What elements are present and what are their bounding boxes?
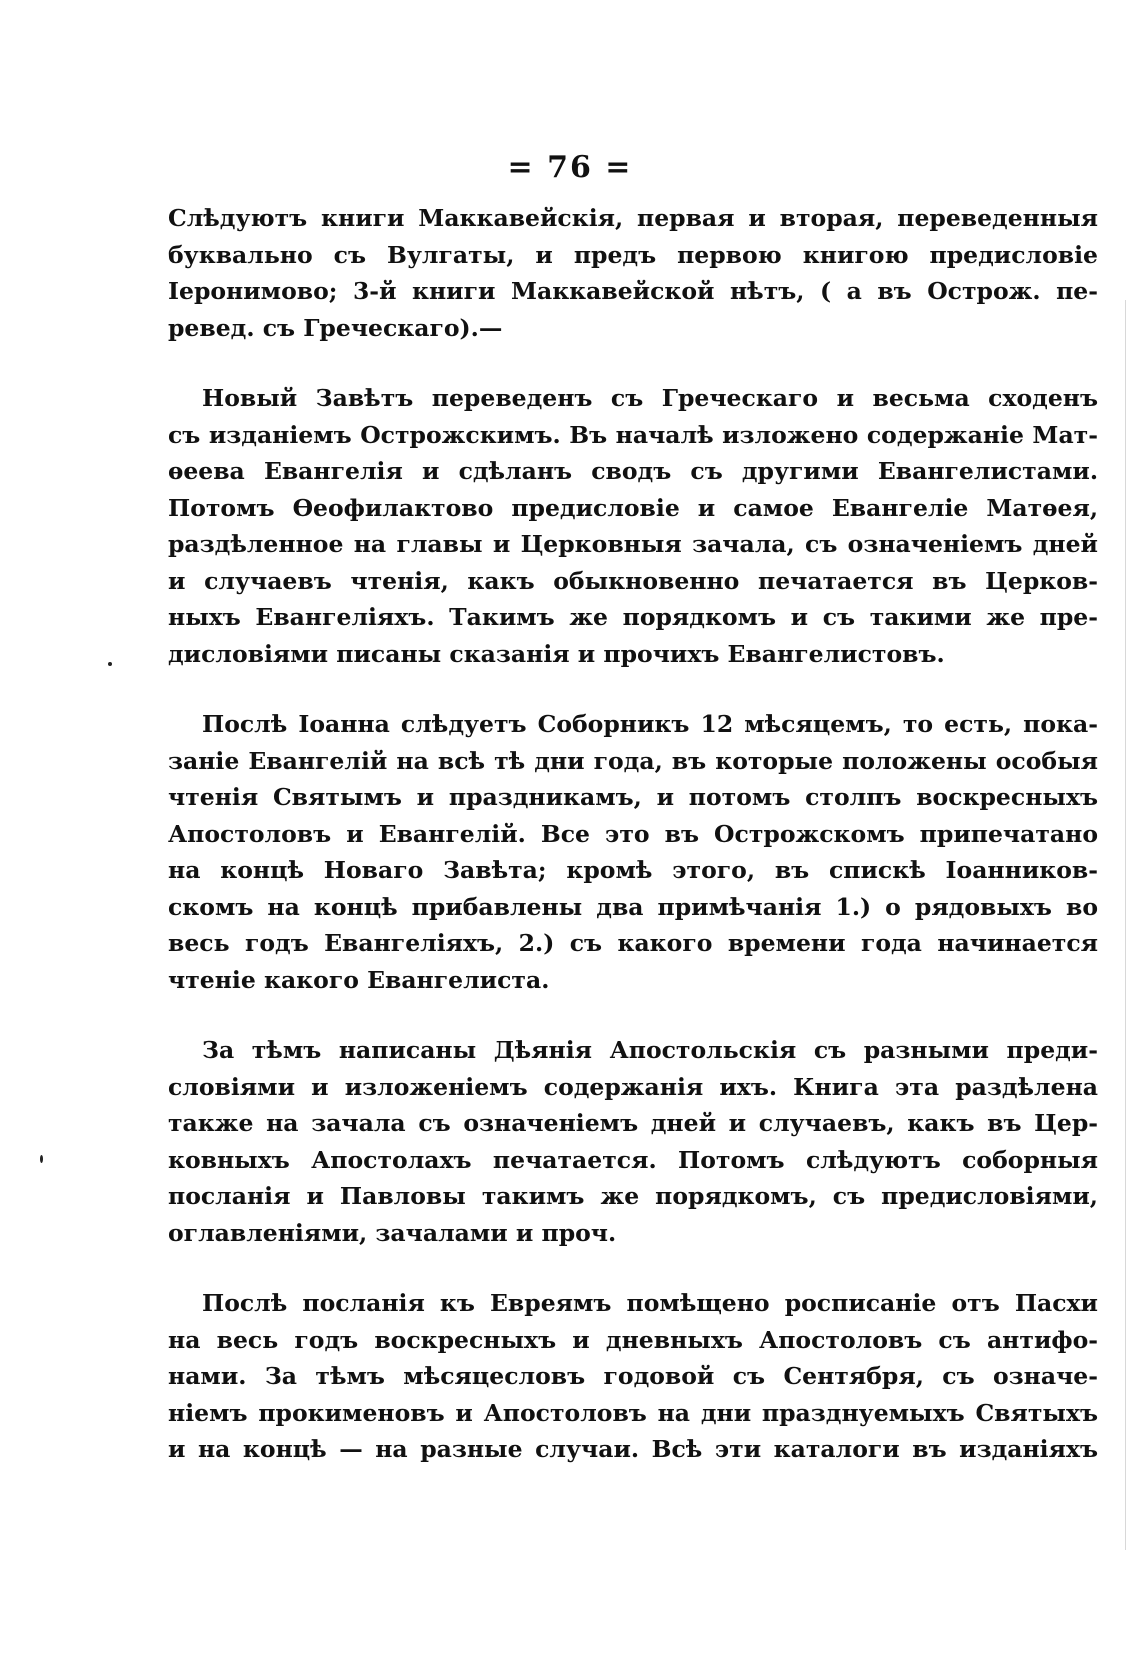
text-line: Іеронимово; 3-й книги Маккавейской нѣтъ, ( а въ Острож. пе- <box>168 277 1098 305</box>
text-line: и случаевъ чтенія, какъ обыкновенно печатается въ Церков- <box>168 566 1098 595</box>
text-line: на весь годъ воскресныхъ и дневныхъ Апостоловъ съ антифо- <box>168 1325 1098 1354</box>
text-line: скомъ на концѣ прибавлены два примѣчанія 1.) о рядовыхъ во <box>168 892 1098 921</box>
paragraph-acts <box>168 1032 1098 1251</box>
text-line: посланія и Павловы такимъ же порядкомъ, съ предисловіями, <box>168 1182 1098 1210</box>
page-number: = 76 = <box>507 150 633 185</box>
text-line: ревед. съ Греческаго).— <box>168 313 503 342</box>
paragraph-after-john <box>168 706 1098 998</box>
text-line: буквально съ Вулгаты, и предъ первою книгою предисловіе <box>168 240 1098 269</box>
text-line: на концѣ Новаго Завѣта; кромѣ этого, въ спискѣ Іоанников- <box>168 856 1098 884</box>
text-line: Апостоловъ и Евангелій. Все это въ Острожскомъ припечатано <box>168 819 1098 848</box>
paragraph-new-testament <box>168 380 1098 672</box>
text-line: съ изданіемъ Острожскимъ. Въ началѣ изложено содержаніе Мат- <box>168 420 1098 449</box>
text-line: чтенія Святымъ и праздникамъ, и потомъ столпъ воскресныхъ <box>168 783 1098 811</box>
margin-shadow-line <box>1125 300 1126 1550</box>
text-line: Потомъ Ѳеофилактово предисловіе и самое Евангеліе Матѳея, <box>168 493 1098 522</box>
text-line: дисловіями писаны сказанія и прочихъ Евангелистовъ. <box>168 639 945 668</box>
text-line: За тѣмъ написаны Дѣянія Апостольскія съ разными преди- <box>202 1036 1098 1064</box>
text-line: Послѣ посланія къ Евреямъ помѣщено росписаніе отъ Пасхи <box>202 1289 1098 1317</box>
paragraph-hebrews <box>168 1285 1098 1468</box>
scan-speck <box>108 662 112 666</box>
text-line: чтеніе какого Евангелиста. <box>168 965 550 994</box>
text-line: оглавленіями, зачалами и проч. <box>168 1218 617 1247</box>
text-line: Слѣдуютъ книги Маккавейскія, первая и вторая, переведенныя <box>168 204 1098 232</box>
text-line: словіями и изложеніемъ содержанія ихъ. Книга эта раздѣлена <box>168 1072 1098 1101</box>
text-line: Новый Завѣтъ переведенъ съ Греческаго и весьма сходенъ <box>202 384 1098 412</box>
text-line: ѳеева Евангелія и сдѣланъ сводъ съ другими Евангелистами. <box>168 457 1098 485</box>
text-line: и на концѣ — на разные случаи. Всѣ эти каталоги въ изданіяхъ <box>168 1435 1098 1463</box>
text-line: заніе Евангелій на всѣ тѣ дни года, въ которые положены особыя <box>168 746 1098 775</box>
text-line: Послѣ Іоанна слѣдуетъ Соборникъ 12 мѣсяцемъ, то есть, пока- <box>202 710 1098 738</box>
text-line: раздѣленное на главы и Церковныя зачала, съ означеніемъ дней <box>168 530 1098 558</box>
text-line: весь годъ Евангеліяхъ, 2.) съ какого времени года начинается <box>168 929 1098 957</box>
text-line: ныхъ Евангеліяхъ. Такимъ же порядкомъ и съ такими же пре- <box>168 603 1098 631</box>
text-line: нами. За тѣмъ мѣсяцесловъ годовой съ Сентября, съ означе- <box>168 1362 1098 1390</box>
scan-speck <box>40 1155 43 1163</box>
text-line: ніемъ прокименовъ и Апостоловъ на дни празднуемыхъ Святыхъ <box>168 1398 1098 1427</box>
text-line: также на зачала съ означеніемъ дней и случаевъ, какъ въ Цер- <box>168 1109 1098 1137</box>
text-line: ковныхъ Апостолахъ печатается. Потомъ слѣдуютъ соборныя <box>168 1145 1098 1174</box>
body-text <box>168 200 1098 1468</box>
paragraph-maccabees <box>168 200 1098 346</box>
